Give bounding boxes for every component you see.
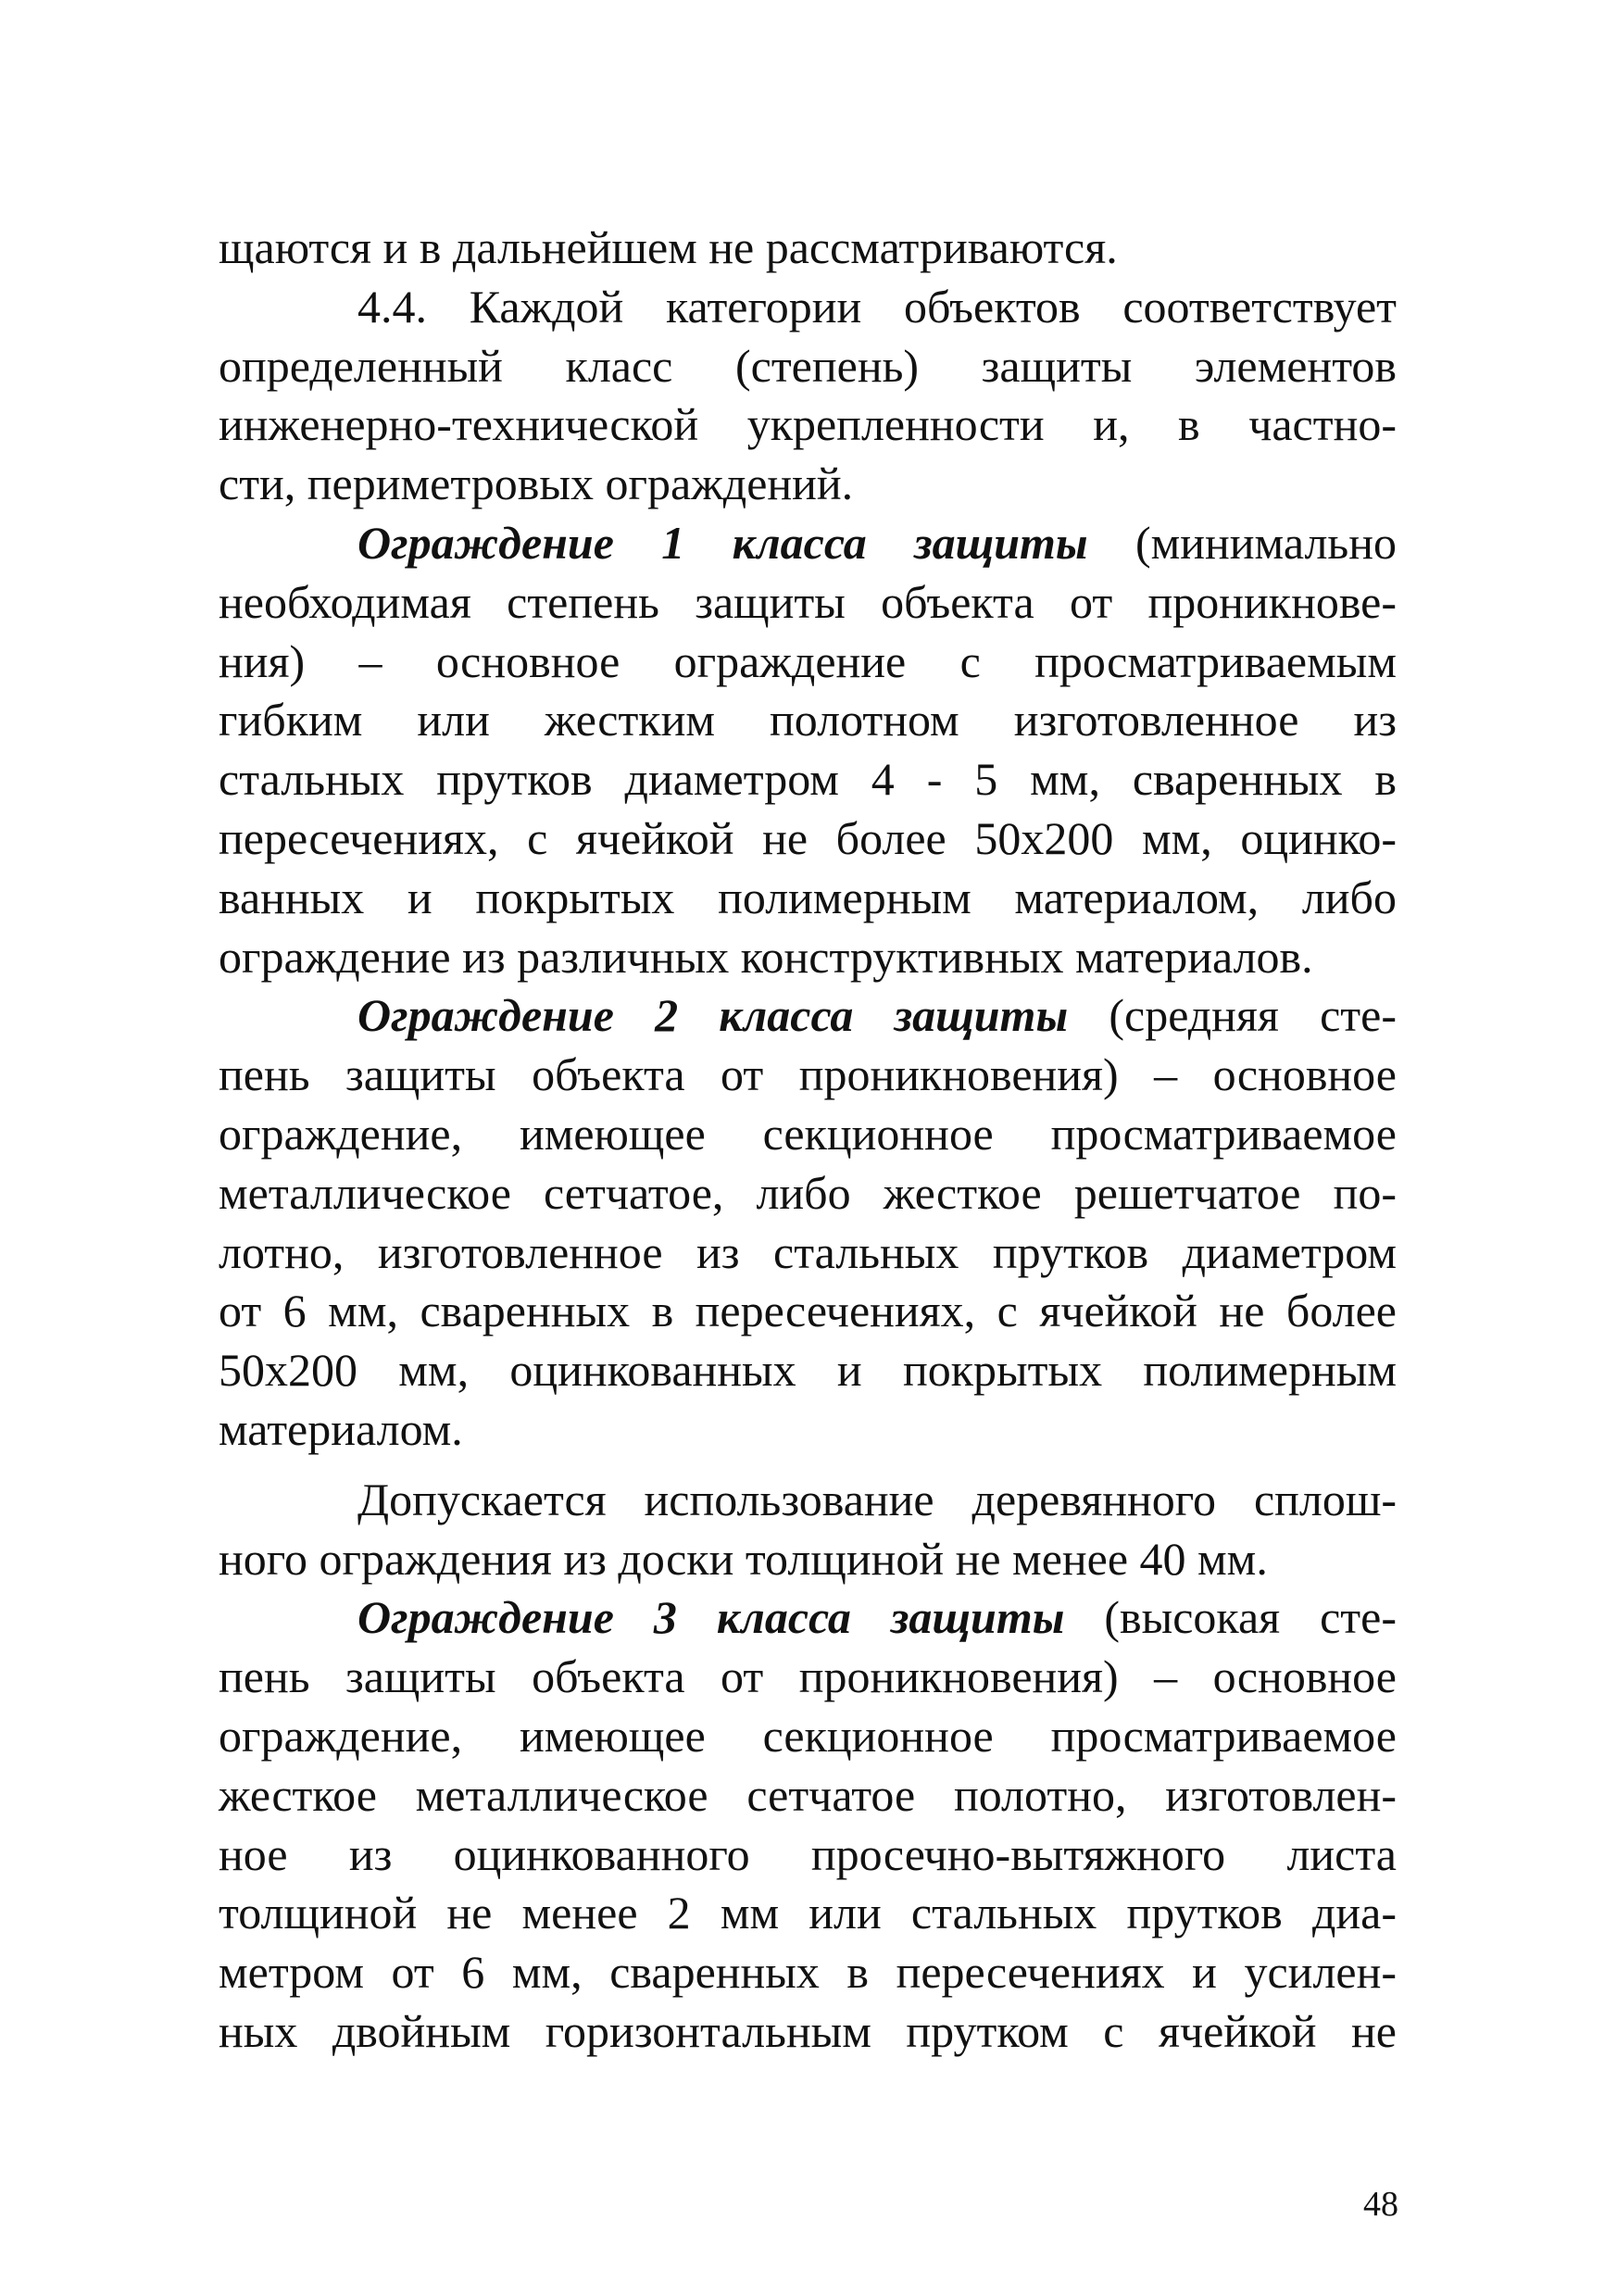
text-line: пересечениях, с ячейкой не более 50х200 мм, оцинко- xyxy=(219,811,1397,864)
text-line: от 6 мм, сваренных в пересечениях, с ячейкой не более xyxy=(219,1285,1397,1337)
text-line: ограждение из различных конструктивных материалов. xyxy=(219,930,1313,983)
text-line: пень защиты объекта от проникновения) – основное xyxy=(219,1650,1397,1703)
text-line: лотно, изготовленное из стальных прутков диаметром xyxy=(219,1225,1397,1278)
text-line: ния) – основное ограждение с просматриваемым xyxy=(219,634,1397,687)
text-line: Допускается использование деревянного сплош- xyxy=(357,1473,1397,1525)
text-fragment: (минимально xyxy=(1134,516,1397,569)
text-line: ограждение, имеющее секционное просматриваемое xyxy=(219,1107,1397,1160)
class-1-heading: Ограждение 1 класса защиты xyxy=(357,516,1088,569)
text-line: металлическое сетчатое, либо жесткое решетчатое по- xyxy=(219,1166,1397,1219)
text-line xyxy=(219,986,1397,1046)
page-number: 48 xyxy=(1363,2185,1398,2224)
text-line: жесткое металлическое сетчатое полотно, изготовлен- xyxy=(219,1768,1397,1821)
text-line: ванных и покрытых полимерным материалом, либо xyxy=(219,871,1397,923)
class-2-heading: Ограждение 2 класса защиты xyxy=(357,989,1069,1042)
text-line: ограждение, имеющее секционное просматриваемое xyxy=(219,1709,1397,1762)
text-line: материалом. xyxy=(219,1402,463,1455)
text-line xyxy=(219,1588,1397,1648)
text-line: 4.4. Каждой категории объектов соответствует xyxy=(357,280,1397,332)
text-line: ных двойным горизонтальным прутком с ячейкой не xyxy=(219,2004,1397,2057)
text-line: стальных прутков диаметром 4 - 5 мм, сваренных в xyxy=(219,753,1397,806)
text-line: толщиной не менее 2 мм или стальных прутков диа- xyxy=(219,1887,1397,1939)
text-fragment: (средняя сте- xyxy=(1109,989,1398,1042)
text-line: метром от 6 мм, сваренных в пересечениях и усилен- xyxy=(219,1946,1397,1999)
text-line: пень защиты объекта от проникновения) – основное xyxy=(219,1048,1397,1101)
text-line: ного ограждения из доски толщиной не менее 40 мм. xyxy=(219,1532,1268,1585)
text-line: определенный класс (степень) защиты элементов xyxy=(219,339,1397,392)
text-line: инженерно-технической укрепленности и, в частно- xyxy=(219,398,1397,451)
text-line: необходимая степень защиты объекта от проникнове- xyxy=(219,575,1397,628)
text-line: 50х200 мм, оцинкованных и покрытых полимерным xyxy=(219,1344,1397,1397)
text-line: сти, периметровых ограждений. xyxy=(219,458,854,510)
text-fragment: (высокая сте- xyxy=(1104,1591,1397,1644)
text-line: гибким или жестким полотном изготовленное из xyxy=(219,694,1397,747)
paragraph-gap xyxy=(219,1460,1397,1471)
page-body xyxy=(219,219,1397,2062)
class-3-heading: Ограждение 3 класса защиты xyxy=(357,1591,1065,1644)
text-line: щаются и в дальнейшем не рассматриваются. xyxy=(219,221,1118,273)
text-line xyxy=(219,514,1397,573)
text-line: ное из оцинкованного просечно-вытяжного листа xyxy=(219,1827,1397,1880)
